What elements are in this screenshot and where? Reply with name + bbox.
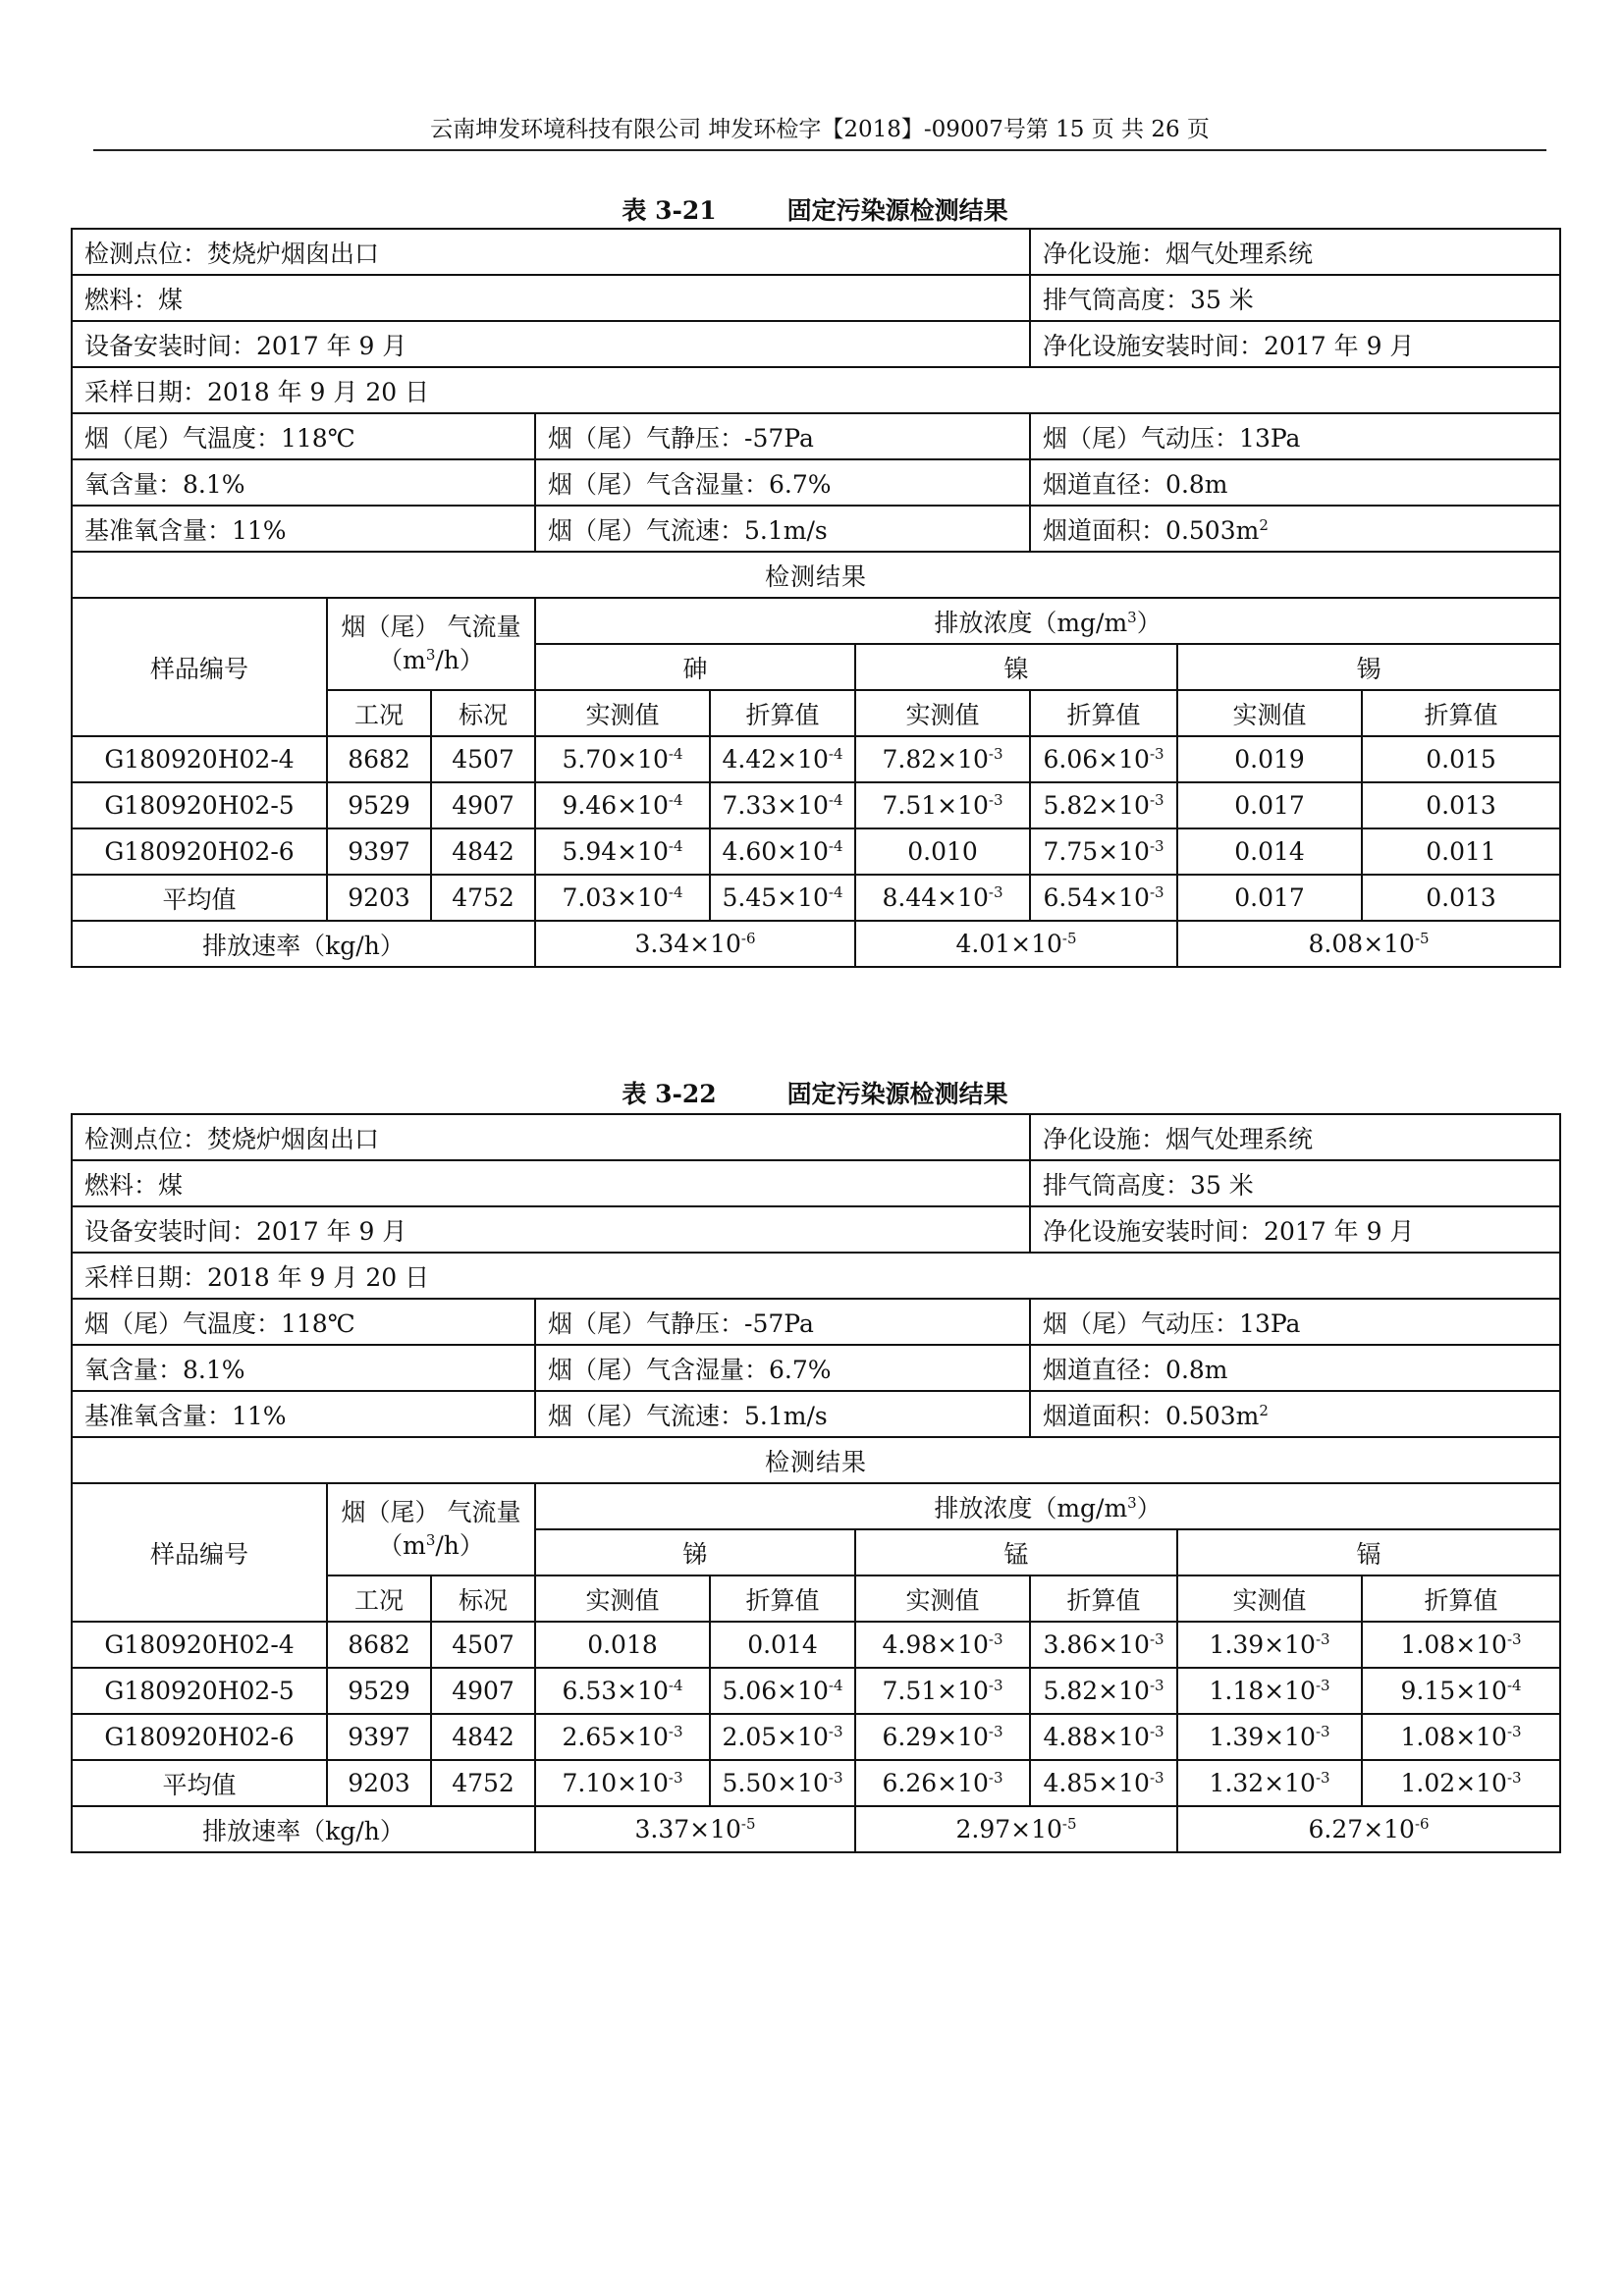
table-row [72,1760,1560,1806]
value-mantissa: 5.06×10 [722,1677,829,1705]
value-mantissa: 2.05×10 [722,1723,829,1751]
section-row [72,552,1560,598]
concentration-cell [855,736,1030,782]
col-flow-label: 烟（尾） 气流量 [341,1498,521,1526]
value-mantissa: 4.60×10 [722,837,829,866]
value-exponent: -3 [1149,837,1164,855]
value-exponent: -3 [1506,1723,1522,1740]
header-row [72,1483,1560,1529]
info-row [72,1253,1560,1299]
flow-operating-cell: 9397 [327,1714,431,1760]
col-converted-value: 折算值 [710,690,855,736]
table-row [72,1622,1560,1668]
value-mantissa: 7.82×10 [882,745,989,774]
rate-exponent: -6 [1414,1815,1430,1833]
value-exponent: -3 [1149,1723,1164,1740]
value-mantissa: 0.014 [747,1630,818,1659]
info-row [72,459,1560,506]
value-exponent: -4 [828,745,843,763]
concentration-cell [710,736,855,782]
value-mantissa: 4.42×10 [722,745,829,774]
value-mantissa: 5.94×10 [562,837,669,866]
col-converted-value: 折算值 [710,1575,855,1622]
flow-standard-cell: 4507 [431,736,535,782]
col-standard-condition: 标况 [431,1575,535,1622]
table-row [72,1668,1560,1714]
concentration-cell [855,875,1030,921]
flow-operating-cell: 8682 [327,1622,431,1668]
col-converted-value: 折算值 [1362,1575,1560,1622]
value-exponent: -3 [828,1769,843,1787]
value-mantissa: 0.019 [1234,745,1305,774]
table-caption-number: 表 3-22 [622,1080,717,1108]
value-mantissa: 8.44×10 [882,883,989,912]
value-mantissa: 1.02×10 [1400,1769,1507,1797]
page-header: 云南坤发环境科技有限公司 坤发环检字【2018】-09007号第 15 页 共 26 页 [93,110,1546,151]
concentration-cell [535,736,710,782]
value-exponent: -3 [988,1677,1003,1694]
table-row [72,875,1560,921]
col-measured-value: 实测值 [535,690,710,736]
col-concentration-text: 排放浓度（mg/m [934,1493,1128,1522]
value-mantissa: 0.011 [1426,837,1496,866]
concentration-cell [855,828,1030,875]
value-exponent: -3 [1149,883,1164,901]
concentration-cell [1362,828,1560,875]
concentration-cell [1030,1760,1177,1806]
flow-operating-cell: 8682 [327,736,431,782]
detect-results-heading: 检测结果 [72,1437,1560,1483]
concentration-cell [1030,1668,1177,1714]
info-row [72,413,1560,459]
value-mantissa: 0.013 [1426,883,1496,912]
col-sample-id-header: 样品编号 [72,1483,327,1622]
info-static-pressure: 烟（尾）气静压：-57Pa [535,413,1030,459]
flow-standard-cell: 4752 [431,1760,535,1806]
value-mantissa: 1.08×10 [1400,1630,1507,1659]
concentration-cell [535,875,710,921]
concentration-cell [1362,1668,1560,1714]
value-exponent: -3 [668,1769,683,1787]
rate-mantissa: 6.27×10 [1308,1815,1415,1843]
rate-exponent: -6 [740,930,756,947]
info-dynamic-pressure: 烟（尾）气动压：13Pa [1030,413,1560,459]
info-moisture-content: 烟（尾）气含湿量：6.7% [535,1345,1030,1391]
value-exponent: -3 [1149,745,1164,763]
info-dynamic-pressure: 烟（尾）气动压：13Pa [1030,1299,1560,1345]
value-mantissa: 7.03×10 [562,883,669,912]
info-duct-area [1030,506,1560,552]
emission-rate-cell [535,921,855,967]
col-converted-value: 折算值 [1030,690,1177,736]
value-mantissa: 6.26×10 [882,1769,989,1797]
flow-standard-cell: 4842 [431,828,535,875]
concentration-cell [535,1760,710,1806]
info-row [72,1391,1560,1437]
concentration-cell [1177,736,1362,782]
info-duct-area-sup: 2 [1259,1401,1269,1419]
value-mantissa: 0.015 [1426,745,1496,774]
flow-standard-cell: 4752 [431,875,535,921]
sample-id-cell: 平均值 [72,1760,327,1806]
info-row [72,506,1560,552]
concentration-cell [535,782,710,828]
col-flow-unit-text: （m [378,1531,426,1560]
value-exponent: -3 [1315,1677,1330,1694]
value-mantissa: 3.86×10 [1043,1630,1150,1659]
info-install-time: 设备安装时间：2017 年 9 月 [72,321,1030,367]
value-mantissa: 0.017 [1234,791,1305,820]
concentration-cell [1177,1622,1362,1668]
value-mantissa: 1.39×10 [1209,1630,1316,1659]
table-caption [71,187,1559,230]
info-duct-area-text: 烟道面积：0.503m [1043,515,1260,545]
table-caption-number: 表 3-21 [622,196,717,225]
col-flow-header [327,598,535,690]
table-caption-title: 固定污染源检测结果 [786,1080,1008,1108]
concentration-cell [1177,828,1362,875]
value-mantissa: 5.82×10 [1043,1677,1150,1705]
rate-exponent: -5 [1414,930,1430,947]
concentration-cell [535,1714,710,1760]
info-flow-velocity: 烟（尾）气流速：5.1m/s [535,1391,1030,1437]
value-exponent: -3 [1315,1723,1330,1740]
value-exponent: -3 [988,1630,1003,1648]
info-flow-velocity: 烟（尾）气流速：5.1m/s [535,506,1030,552]
value-exponent: -3 [1315,1769,1330,1787]
info-purifier-install-time: 净化设施安装时间：2017 年 9 月 [1030,321,1560,367]
concentration-cell [1177,1668,1362,1714]
col-flow-unit-end: /h） [435,1531,484,1560]
flow-standard-cell: 4842 [431,1714,535,1760]
value-exponent: -3 [1149,1769,1164,1787]
info-row [72,1206,1560,1253]
concentration-cell [710,1760,855,1806]
value-mantissa: 4.88×10 [1043,1723,1150,1751]
value-mantissa: 1.32×10 [1209,1769,1316,1797]
pollutant-header: 锰 [855,1529,1177,1575]
col-flow-header [327,1483,535,1575]
value-mantissa: 7.33×10 [722,791,829,820]
value-mantissa: 5.82×10 [1043,791,1150,820]
emission-rate-cell [855,1806,1177,1852]
value-mantissa: 7.51×10 [882,1677,989,1705]
col-concentration-sup: 3 [1127,1493,1137,1512]
emission-rate-row [72,921,1560,967]
info-moisture-content: 烟（尾）气含湿量：6.7% [535,459,1030,506]
value-mantissa: 0.014 [1234,837,1305,866]
rate-mantissa: 3.37×10 [634,1815,741,1843]
sample-id-cell: G180920H02-4 [72,1622,327,1668]
flow-operating-cell: 9203 [327,875,431,921]
col-flow-unit [332,644,530,677]
value-exponent: -3 [1506,1630,1522,1648]
table-caption-title: 固定污染源检测结果 [786,196,1008,225]
info-row [72,1160,1560,1206]
table-row [72,736,1560,782]
info-location: 检测点位：焚烧炉烟囱出口 [72,1114,1030,1160]
value-mantissa: 7.10×10 [562,1769,669,1797]
emission-rate-cell [1177,921,1560,967]
info-purifier: 净化设施：烟气处理系统 [1030,229,1560,275]
emission-rate-cell [855,921,1177,967]
col-measured-value: 实测值 [535,1575,710,1622]
col-concentration-header [535,598,1560,644]
pollutant-header: 镉 [1177,1529,1560,1575]
info-gas-temperature: 烟（尾）气温度：118℃ [72,1299,535,1345]
value-mantissa: 6.29×10 [882,1723,989,1751]
concentration-cell [1362,736,1560,782]
value-mantissa: 5.50×10 [722,1769,829,1797]
concentration-cell [1030,828,1177,875]
value-exponent: -4 [668,1677,683,1694]
concentration-cell [1177,875,1362,921]
value-exponent: -4 [828,837,843,855]
info-duct-area-sup: 2 [1259,515,1269,534]
concentration-cell [1362,1622,1560,1668]
value-mantissa: 4.98×10 [882,1630,989,1659]
col-sample-id-header: 样品编号 [72,598,327,736]
concentration-cell [710,875,855,921]
concentration-cell [855,782,1030,828]
pollutant-header: 锡 [1177,644,1560,690]
flow-standard-cell: 4507 [431,1622,535,1668]
info-stack-height: 排气筒高度：35 米 [1030,1160,1560,1206]
value-exponent: -3 [988,1769,1003,1787]
info-static-pressure: 烟（尾）气静压：-57Pa [535,1299,1030,1345]
value-mantissa: 0.018 [587,1630,658,1659]
value-exponent: -3 [1315,1630,1330,1648]
value-exponent: -4 [828,791,843,809]
col-measured-value: 实测值 [855,690,1030,736]
value-exponent: -4 [1506,1677,1522,1694]
detect-results-heading: 检测结果 [72,552,1560,598]
value-exponent: -3 [988,883,1003,901]
info-oxygen-content: 氧含量：8.1% [72,459,535,506]
concentration-cell [535,1622,710,1668]
concentration-cell [710,1622,855,1668]
value-exponent: -3 [1149,1677,1164,1694]
concentration-cell [1030,782,1177,828]
info-sample-date: 采样日期：2018 年 9 月 20 日 [72,367,1560,413]
value-exponent: -3 [988,791,1003,809]
rate-exponent: -5 [1061,930,1077,947]
info-oxygen-content: 氧含量：8.1% [72,1345,535,1391]
table-row [72,782,1560,828]
flow-standard-cell: 4907 [431,782,535,828]
concentration-cell [710,782,855,828]
value-exponent: -3 [828,1723,843,1740]
rate-exponent: -5 [1061,1815,1077,1833]
rate-mantissa: 4.01×10 [955,930,1062,958]
col-concentration-end: ） [1136,1493,1162,1522]
col-concentration-sup: 3 [1127,608,1137,626]
value-mantissa: 9.46×10 [562,791,669,820]
value-exponent: -3 [1149,1630,1164,1648]
value-mantissa: 0.017 [1234,883,1305,912]
info-duct-diameter: 烟道直径：0.8m [1030,1345,1560,1391]
value-exponent: -3 [988,1723,1003,1740]
sample-id-cell: 平均值 [72,875,327,921]
concentration-cell [1177,1760,1362,1806]
value-mantissa: 1.39×10 [1209,1723,1316,1751]
info-row [72,321,1560,367]
value-mantissa: 4.85×10 [1043,1769,1150,1797]
concentration-cell [1362,1760,1560,1806]
concentration-cell [535,1668,710,1714]
value-exponent: -4 [828,883,843,901]
concentration-cell [1177,1714,1362,1760]
col-flow-unit-text: （m [378,646,426,674]
concentration-cell [855,1714,1030,1760]
concentration-cell [710,1714,855,1760]
col-converted-value: 折算值 [1030,1575,1177,1622]
col-flow-unit-sup: 3 [425,646,436,664]
info-purifier-install-time: 净化设施安装时间：2017 年 9 月 [1030,1206,1560,1253]
concentration-cell [1030,875,1177,921]
value-mantissa: 0.013 [1426,791,1496,820]
col-flow-unit-sup: 3 [425,1531,436,1549]
col-standard-condition: 标况 [431,690,535,736]
emission-rate-cell [535,1806,855,1852]
value-mantissa: 5.70×10 [562,745,669,774]
info-fuel: 燃料：煤 [72,275,1030,321]
rate-mantissa: 8.08×10 [1308,930,1415,958]
info-reference-oxygen: 基准氧含量：11% [72,1391,535,1437]
flow-operating-cell: 9529 [327,1668,431,1714]
col-flow-unit-end: /h） [435,646,484,674]
value-exponent: -3 [668,1723,683,1740]
info-duct-diameter: 烟道直径：0.8m [1030,459,1560,506]
pollutant-header: 锑 [535,1529,855,1575]
concentration-cell [710,1668,855,1714]
col-converted-value: 折算值 [1362,690,1560,736]
info-duct-area [1030,1391,1560,1437]
concentration-cell [710,828,855,875]
sample-id-cell: G180920H02-5 [72,1668,327,1714]
emission-rate-label: 排放速率（kg/h） [72,1806,535,1852]
sample-id-cell: G180920H02-5 [72,782,327,828]
info-stack-height: 排气筒高度：35 米 [1030,275,1560,321]
value-mantissa: 0.010 [907,837,978,866]
col-operating-condition: 工况 [327,1575,431,1622]
flow-operating-cell: 9203 [327,1760,431,1806]
section-row [72,1437,1560,1483]
info-row [72,1299,1560,1345]
value-mantissa: 6.06×10 [1043,745,1150,774]
concentration-cell [1362,782,1560,828]
concentration-cell [855,1760,1030,1806]
col-concentration-header [535,1483,1560,1529]
value-mantissa: 7.75×10 [1043,837,1150,866]
info-sample-date: 采样日期：2018 年 9 月 20 日 [72,1253,1560,1299]
info-duct-area-text: 烟道面积：0.503m [1043,1401,1260,1430]
concentration-cell [535,828,710,875]
value-mantissa: 6.54×10 [1043,883,1150,912]
concentration-cell [855,1668,1030,1714]
info-purifier: 净化设施：烟气处理系统 [1030,1114,1560,1160]
rate-mantissa: 2.97×10 [955,1815,1062,1843]
value-exponent: -3 [1149,791,1164,809]
flow-standard-cell: 4907 [431,1668,535,1714]
value-mantissa: 2.65×10 [562,1723,669,1751]
value-mantissa: 6.53×10 [562,1677,669,1705]
value-exponent: -4 [668,837,683,855]
value-exponent: -3 [988,745,1003,763]
value-exponent: -3 [1506,1769,1522,1787]
value-mantissa: 5.45×10 [722,883,829,912]
sample-id-cell: G180920H02-6 [72,1714,327,1760]
info-row [72,367,1560,413]
col-operating-condition: 工况 [327,690,431,736]
emission-rate-cell [1177,1806,1560,1852]
value-mantissa: 1.08×10 [1400,1723,1507,1751]
concentration-cell [1030,736,1177,782]
pollutant-header: 镍 [855,644,1177,690]
concentration-cell [1030,1622,1177,1668]
value-exponent: -4 [668,883,683,901]
table-caption [71,1070,1559,1113]
info-row [72,1114,1560,1160]
table-row [72,1714,1560,1760]
value-mantissa: 1.18×10 [1209,1677,1316,1705]
value-mantissa: 9.15×10 [1400,1677,1507,1705]
flow-operating-cell: 9529 [327,782,431,828]
col-concentration-text: 排放浓度（mg/m [934,608,1128,637]
info-reference-oxygen: 基准氧含量：11% [72,506,535,552]
flow-operating-cell: 9397 [327,828,431,875]
concentration-cell [1177,782,1362,828]
emission-results-table [71,228,1561,968]
value-exponent: -4 [668,791,683,809]
col-flow-label: 烟（尾） 气流量 [341,613,521,641]
header-row [72,598,1560,644]
info-row [72,229,1560,275]
value-exponent: -4 [828,1677,843,1694]
info-install-time: 设备安装时间：2017 年 9 月 [72,1206,1030,1253]
concentration-cell [855,1622,1030,1668]
sample-id-cell: G180920H02-4 [72,736,327,782]
info-row [72,1345,1560,1391]
rate-exponent: -5 [740,1815,756,1833]
emission-results-table [71,1113,1561,1853]
concentration-cell [1362,1714,1560,1760]
col-flow-unit [332,1529,530,1563]
concentration-cell [1030,1714,1177,1760]
rate-mantissa: 3.34×10 [634,930,741,958]
sample-id-cell: G180920H02-6 [72,828,327,875]
emission-rate-label: 排放速率（kg/h） [72,921,535,967]
info-fuel: 燃料：煤 [72,1160,1030,1206]
table-row [72,828,1560,875]
info-gas-temperature: 烟（尾）气温度：118℃ [72,413,535,459]
concentration-cell [1362,875,1560,921]
value-exponent: -4 [668,745,683,763]
pollutant-header: 砷 [535,644,855,690]
info-location: 检测点位：焚烧炉烟囱出口 [72,229,1030,275]
info-row [72,275,1560,321]
emission-rate-row [72,1806,1560,1852]
col-measured-value: 实测值 [1177,690,1362,736]
col-concentration-end: ） [1136,608,1162,637]
value-mantissa: 7.51×10 [882,791,989,820]
col-measured-value: 实测值 [1177,1575,1362,1622]
col-measured-value: 实测值 [855,1575,1030,1622]
